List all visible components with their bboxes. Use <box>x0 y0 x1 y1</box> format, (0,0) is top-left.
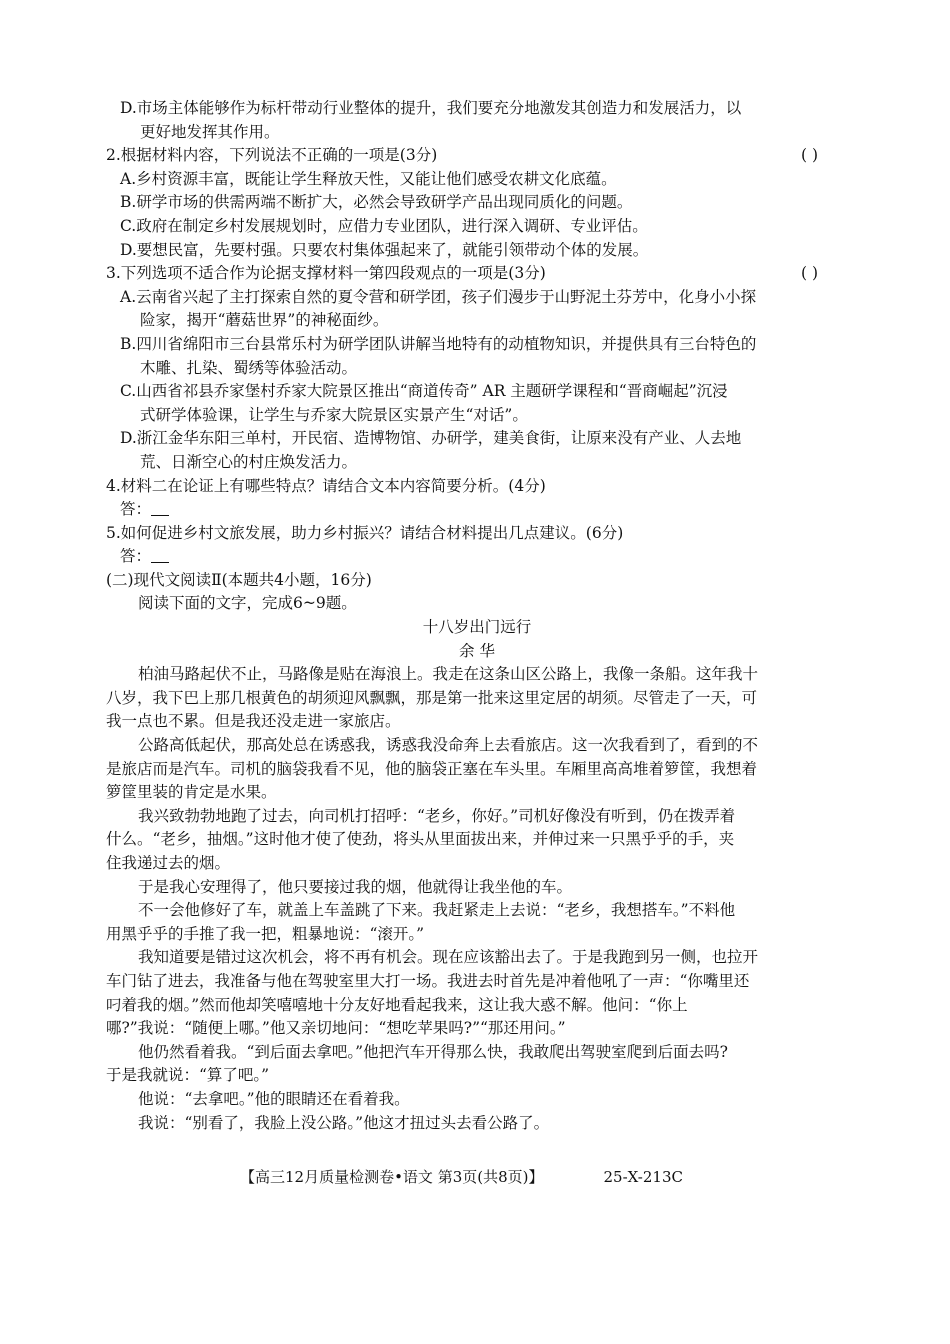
q5-answer-blank[interactable] <box>151 546 169 563</box>
passage-line: 用黑乎乎的手推了我一把，粗暴地说：“滚开。” <box>106 924 425 943</box>
footer-code: 25-X-213C <box>603 1168 683 1186</box>
section-heading: (二)现代文阅读Ⅱ(本题共4小题，16分) <box>106 570 372 589</box>
passage-line: 哪?”我说：“随便上哪。”他又亲切地问：“想吃苹果吗?”“那还用问。” <box>106 1019 566 1038</box>
q4-answer-blank[interactable] <box>151 499 169 516</box>
q3-option-c-line1: C.山西省祁县乔家堡村乔家大院景区推出“商道传奇” AR 主题研学课程和“晋商崛起”沉浸 <box>120 382 728 401</box>
q2-answer-bracket: ( ) <box>800 146 818 165</box>
passage-line: 于是我就说：“算了吧。” <box>106 1066 270 1085</box>
q3-stem <box>106 262 848 286</box>
q4-answer-line <box>106 498 848 522</box>
page-footer <box>240 1166 683 1187</box>
section-instruction: 阅读下面的文字，完成6~9题。 <box>138 594 357 613</box>
q4-stem: 4.材料二在论证上有哪些特点？请结合文本内容简要分析。(4分) <box>106 476 546 495</box>
passage-line: 不一会他修好了车，就盖上车盖跳了下来。我赶紧走上去说：“老乡，我想搭车。”不料他 <box>138 901 736 920</box>
q3-answer-bracket: ( ) <box>800 264 818 283</box>
q2-option-d: D.要想民富，先要村强。只要农村集体强起来了，就能引领带动个体的发展。 <box>120 240 649 259</box>
q5-stem: 5.如何促进乡村文旅发展，助力乡村振兴？请结合材料提出几点建议。(6分) <box>106 523 624 542</box>
q3-option-a-line1: A.云南省兴起了主打探索自然的夏令营和研学团，孩子们漫步于山野泥土芬芳中，化身小小探 <box>120 287 757 306</box>
q5-answer-line <box>106 545 848 569</box>
exam-page <box>106 97 848 1135</box>
footer-title: 【高三12月质量检测卷•语文 第3页(共8页)】 <box>240 1168 544 1186</box>
passage-title: 十八岁出门远行 <box>422 618 532 637</box>
q3-option-b-line1: B.四川省绵阳市三台县常乐村为研学团队讲解当地特有的动植物知识，并提供具有三台特色的 <box>120 334 757 353</box>
q1-option-d-line2: 更好地发挥其作用。 <box>140 122 280 141</box>
passage-line: 我说：“别看了，我脸上没公路。”他这才扭过头去看公路了。 <box>138 1113 550 1132</box>
passage-line: 箩筐里装的肯定是水果。 <box>106 783 277 802</box>
passage-line: 八岁，我下巴上那几根黄色的胡须迎风飘飘，那是第一批来这里定居的胡须。尽管走了一天，可 <box>106 688 758 707</box>
passage-line: 我一点也不累。但是我还没走进一家旅店。 <box>106 712 401 731</box>
q3-option-b-line2: 木雕、扎染、蜀绣等体验活动。 <box>140 358 358 377</box>
q3-option-d-line1: D.浙江金华东阳三单村，开民宿、造博物馆、办研学，建美食街，让原来没有产业、人去地 <box>120 429 742 448</box>
passage-line: 公路高低起伏，那高处总在诱惑我，诱惑我没命奔上去看旅店。这一次我看到了，看到的不 <box>138 736 759 755</box>
passage-line: 柏油马路起伏不止，马路像是贴在海浪上。我走在这条山区公路上，我像一条船。这年我十 <box>138 665 759 684</box>
passage-line: 住我递过去的烟。 <box>106 854 231 872</box>
passage-line: 叼着我的烟。”然而他却笑嘻嘻地十分友好地看起我来，这让我大惑不解。他问：“你上 <box>106 995 688 1014</box>
passage-line: 他说：“去拿吧。”他的眼睛还在看着我。 <box>138 1089 410 1108</box>
q2-stem-text: 2.根据材料内容，下列说法不正确的一项是(3分) <box>106 146 438 165</box>
passage-line: 什么。“老乡，抽烟。”这时他才使了使劲，将头从里面拔出来，并伸过来一只黑乎乎的手，夹 <box>106 830 735 849</box>
passage-line: 是旅店而是汽车。司机的脑袋我看不见，他的脑袋正塞在车头里。车厢里高高堆着箩筐，我想着 <box>106 759 758 778</box>
passage-line: 于是我心安理得了，他只要接过我的烟，他就得让我坐他的车。 <box>138 877 573 896</box>
passage-line: 他仍然看着我。“到后面去拿吧。”他把汽车开得那么快，我敢爬出驾驶室爬到后面去吗? <box>138 1042 728 1061</box>
q1-option-d-line1: D.市场主体能够作为标杆带动行业整体的提升，我们要充分地激发其创造力和发展活力，以 <box>120 99 742 117</box>
q3-option-c-line2: 式研学体验课，让学生与乔家大院景区实景产生“对话”。 <box>140 405 528 424</box>
q5-answer-label: 答： <box>120 547 152 566</box>
passage-line: 我知道要是错过这次机会，将不再有机会。现在应该豁出去了。于是我跑到另一侧，也拉开 <box>138 948 759 967</box>
passage-author: 余 华 <box>459 641 495 660</box>
q3-option-d-line2: 荒、日渐空心的村庄焕发活力。 <box>140 452 358 471</box>
q3-option-a-line2: 险家，揭开“蘑菇世界”的神秘面纱。 <box>140 311 389 330</box>
q3-stem-text: 3.下列选项不适合作为论据支撑材料一第四段观点的一项是(3分) <box>106 264 546 283</box>
q2-option-a: A.乡村资源丰富，既能让学生释放天性，又能让他们感受农耕文化底蕴。 <box>120 169 617 188</box>
q4-answer-label: 答： <box>120 500 152 519</box>
q2-option-b: B.研学市场的供需两端不断扩大，必然会导致研学产品出现同质化的问题。 <box>120 193 633 212</box>
passage-line: 车门钻了进去，我准备与他在驾驶室里大打一场。我进去时首先是冲着他吼了一声：“你嘴里还 <box>106 971 750 990</box>
passage-line: 我兴致勃勃地跑了过去，向司机打招呼：“老乡，你好。”司机好像没有听到，仍在拨弄着 <box>138 806 736 825</box>
q2-option-c: C.政府在制定乡村发展规划时，应借力专业团队，进行深入调研、专业评估。 <box>120 216 648 235</box>
q2-stem <box>106 144 848 168</box>
